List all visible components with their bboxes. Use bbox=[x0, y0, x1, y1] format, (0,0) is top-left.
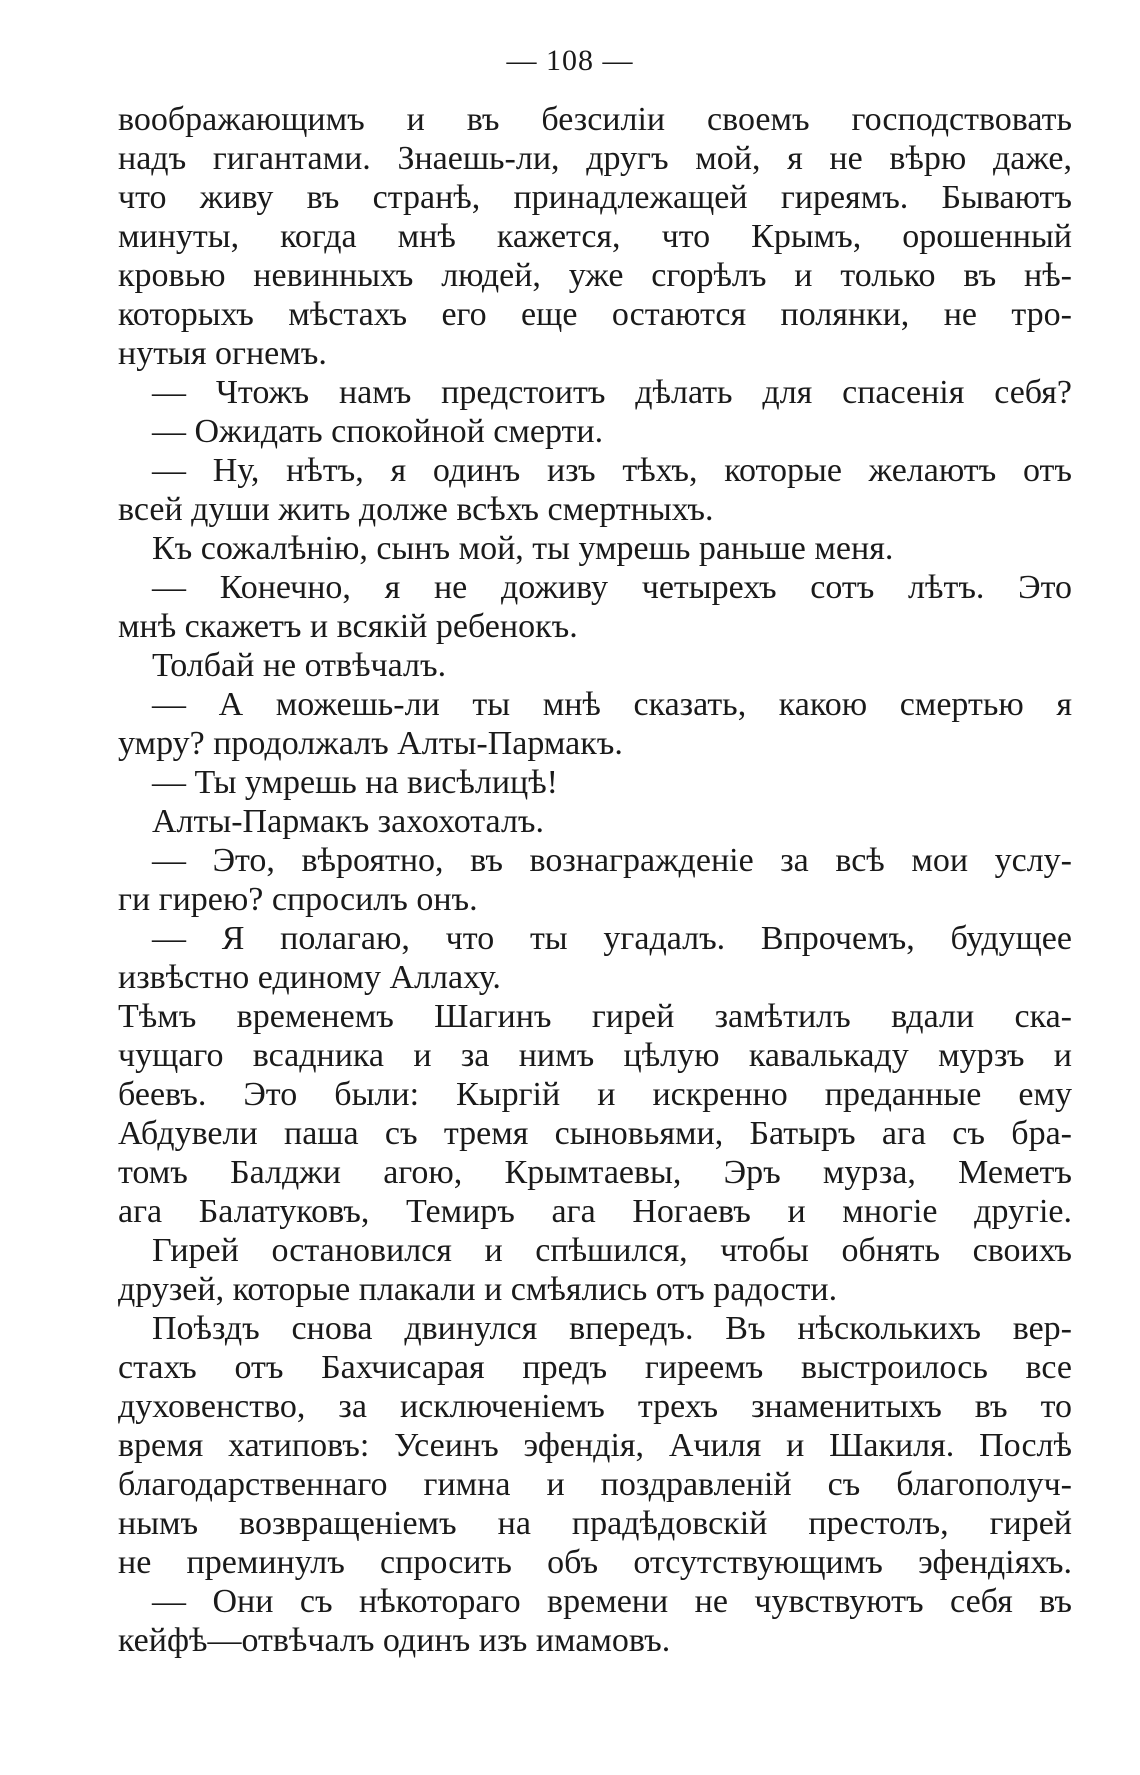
text-line: ага Балатуковъ, Темиръ ага Ногаевъ и многiе другiе. bbox=[118, 1193, 1072, 1230]
text-line: беевъ. Это были: Кыргiй и искренно преданные ему bbox=[118, 1076, 1072, 1113]
text-line: не преминулъ спросить объ отсутствующимъ эфендiяхъ. bbox=[118, 1544, 1072, 1581]
text-line: кейфѣ—отвѣчалъ одинъ изъ имамовъ. bbox=[118, 1622, 671, 1659]
text-line: что живу въ странѣ, принадлежащей гиреямъ. Бываютъ bbox=[118, 179, 1072, 216]
text-line: — А можешь-ли ты мнѣ сказать, какою смертью я bbox=[152, 686, 1072, 723]
text-line: — Они съ нѣкотораго времени не чувствуютъ себя въ bbox=[152, 1583, 1072, 1620]
text-line: духовенство, за исключенiемъ трехъ знаменитыхъ въ то bbox=[118, 1388, 1072, 1425]
text-line: Толбай не отвѣчалъ. bbox=[152, 647, 447, 684]
text-line: — Ну, нѣтъ, я одинъ изъ тѣхъ, которые желаютъ отъ bbox=[152, 452, 1072, 489]
text-line: — Конечно, я не доживу четырехъ сотъ лѣтъ. Это bbox=[152, 569, 1072, 606]
text-line: всей души жить долже всѣхъ смертныхъ. bbox=[118, 491, 714, 528]
text-line: нутыя огнемъ. bbox=[118, 335, 327, 372]
text-line: извѣстно единому Аллаху. bbox=[118, 959, 501, 996]
text-line: кровью невинныхъ людей, уже сгорѣлъ и только въ нѣ- bbox=[118, 257, 1072, 294]
text-line: Поѣздъ снова двинулся впередъ. Въ нѣсколькихъ вер- bbox=[152, 1310, 1072, 1347]
text-line: томъ Балджи агою, Крымтаевы, Эръ мурза, Меметъ bbox=[118, 1154, 1072, 1191]
text-line: минуты, когда мнѣ кажется, что Крымъ, орошенный bbox=[118, 218, 1072, 255]
text-line: чущаго всадника и за нимъ цѣлую кавалькаду мурзъ и bbox=[118, 1037, 1072, 1074]
text-line: — Я полагаю, что ты угадалъ. Впрочемъ, будущее bbox=[152, 920, 1072, 957]
text-line: Абдувели паша съ тремя сыновьями, Батыръ ага съ бра- bbox=[118, 1115, 1072, 1152]
text-line: нымъ возвращенiемъ на прадѣдовскiй престолъ, гирей bbox=[118, 1505, 1072, 1542]
text-line: стахъ отъ Бахчисарая предъ гиреемъ выстроилось все bbox=[118, 1349, 1072, 1386]
text-line: — Ты умрешь на висѣлицѣ! bbox=[152, 764, 558, 801]
text-line: друзей, которые плакали и смѣялись отъ радости. bbox=[118, 1271, 838, 1308]
text-line: Алты-Пармакъ захохоталъ. bbox=[152, 803, 544, 840]
text-line: надъ гигантами. Знаешь-ли, другъ мой, я не вѣрю даже, bbox=[118, 140, 1072, 177]
text-line: воображающимъ и въ безсилiи своемъ господствовать bbox=[118, 101, 1072, 138]
text-line: Къ сожалѣнiю, сынъ мой, ты умрешь раньше меня. bbox=[152, 530, 894, 567]
text-line: ги гирею? спросилъ онъ. bbox=[118, 881, 478, 918]
text-line: благодарственнаго гимна и поздравленiй съ благополуч- bbox=[118, 1466, 1072, 1503]
text-line: — Ожидать спокойной смерти. bbox=[152, 413, 604, 450]
page-body-text bbox=[118, 100, 1072, 1660]
text-line: — Это, вѣроятно, въ вознагражденiе за всѣ мои услу- bbox=[152, 842, 1072, 879]
text-line: — Чтожъ намъ предстоитъ дѣлать для спасенiя себя? bbox=[152, 374, 1072, 411]
text-line: Тѣмъ временемъ Шагинъ гирей замѣтилъ вдали ска- bbox=[118, 998, 1072, 1035]
page-number: — 108 — bbox=[506, 44, 634, 77]
text-line: мнѣ скажетъ и всякiй ребенокъ. bbox=[118, 608, 578, 645]
text-line: которыхъ мѣстахъ его еще остаются полянки, не тро- bbox=[118, 296, 1072, 333]
text-line: Гирей остановился и спѣшился, чтобы обнять своихъ bbox=[152, 1232, 1072, 1269]
text-line: время хатиповъ: Усеинъ эфендiя, Ачиля и Шакиля. Послѣ bbox=[118, 1427, 1072, 1464]
text-line: умру? продолжалъ Алты-Пармакъ. bbox=[118, 725, 623, 762]
